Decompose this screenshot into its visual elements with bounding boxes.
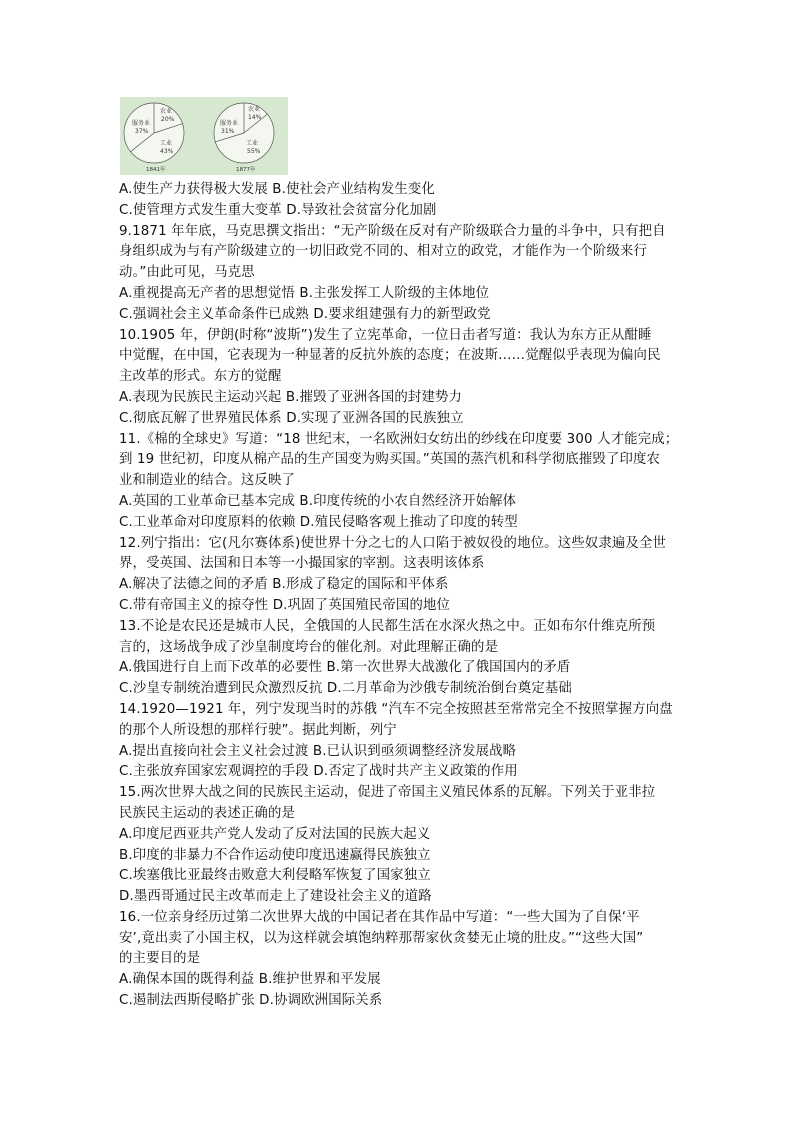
text-line: 9.1871 年年底，马克思撰文指出：“无产阶级在反对有产阶级联合力量的斗争中，只有把自	[119, 223, 666, 239]
slice-value: 14%	[248, 114, 262, 121]
text-line: 16.一位亲身经历过第二次世界大战的中国记者在其作品中写道：“一些大国为了自保‘平	[119, 909, 640, 925]
text-line: 中觉醒，在中国，它表现为一种显著的反抗外族的态度；在波斯……觉醒似乎表现为偏向民	[119, 348, 661, 364]
text-line: 身组织成为与有产阶级建立的一切旧政党不同的、相对立的政党，才能作为一个阶级来行	[119, 244, 648, 260]
text-line: A.英国的工业革命已基本完成 B.印度传统的小农自然经济开始解体	[119, 493, 517, 509]
text-line: A.解决了法德之间的矛盾 B.形成了稳定的国际和平体系	[119, 577, 449, 593]
text-line: 的主要目的是	[119, 951, 201, 967]
text-line: A.印度尼西亚共产党人发动了反对法国的民族大起义	[119, 826, 431, 842]
pie-chart-1841	[124, 103, 184, 173]
slice-label: 工业	[246, 140, 259, 147]
text-line: C.工业革命对印度原料的依赖 D.殖民侵略客观上推动了印度的转型	[119, 514, 518, 530]
text-line: 的那个人所设想的那样行驶”。据此判断，列宁	[119, 722, 397, 738]
text-line: A.使生产力获得极大发展 B.使社会产业结构发生变化	[119, 182, 435, 197]
pie-charts-figure	[120, 97, 288, 175]
text-line: 10.1905 年，伊朗(时称“波斯”)发生了立宪革命，一位日击者写道：我认为东方正从酣睡	[119, 327, 652, 343]
slice-label: 工业	[160, 140, 173, 147]
text-line: C.强调社会主义革命条件已成熟 D.要求组建强有力的新型政党	[119, 306, 491, 322]
pie-chart-1877	[214, 103, 274, 173]
text-line: A.确保本国的既得利益 B.维护世界和平发展	[119, 972, 381, 988]
text-line: C.彻底瓦解了世界殖民体系 D.实现了亚洲各国的民族独立	[119, 410, 464, 426]
text-line: C.主张放弃国家宏观调控的手段 D.否定了战时共产主义政策的作用	[119, 764, 518, 780]
slice-label: 农业	[248, 106, 261, 113]
text-line: 主改革的形式。东方的觉醒	[119, 369, 282, 385]
text-line: B.印度的非暴力不合作运动使印度迅速赢得民族独立	[119, 847, 431, 863]
text-line: 业和制造业的结合。这反映了	[119, 473, 296, 489]
text-line: 13.不论是农民还是城市人民，全俄国的人民都生活在水深火热之中。正如布尔什维克所预	[119, 618, 656, 634]
slice-label: 农业	[160, 108, 173, 115]
text-line: 安’,竟出卖了小国主权，以为这样就会填饱纳粹那帮家伙贪婪无止境的肚皮。”“这些大国”	[119, 930, 644, 946]
slice-value: 55%	[247, 148, 261, 155]
text-line: 动。”由此可见，马克思	[119, 265, 255, 281]
slice-label: 服务业	[132, 120, 151, 127]
text-line: 15.两次世界大战之间的民族民主运动，促进了帝国主义殖民体系的瓦解。下列关于亚非拉	[119, 785, 656, 801]
text-line: C.使管理方式发生重大变革 D.导致社会贫富分化加剧	[119, 202, 437, 218]
text-line: 界，受英国、法国和日本等一小撮国家的宰割。这表明该体系	[119, 556, 485, 572]
text-line: 12.列宁指出：它(凡尔赛体系)使世界十分之七的人口陷于被奴役的地位。这些奴隶遍及全世	[119, 535, 667, 551]
slice-value: 31%	[221, 128, 235, 135]
text-line: A.表现为民族民主运动兴起 B.摧毁了亚洲各国的封建势力	[119, 389, 463, 405]
text-line: 14.1920—1921 年，列宁发现当时的苏俄 “汽车不完全按照甚至常常完全不按照掌握方向盘	[119, 701, 673, 717]
text-line: C.埃塞俄比亚最终击败意大利侵略军恢复了国家独立	[119, 868, 431, 884]
text-line: A.重视提高无产者的思想觉悟 B.主张发挥工人阶级的主体地位	[119, 285, 490, 301]
slice-value: 37%	[135, 128, 149, 135]
text-line: D.墨西哥通过民主改革而走上了建设社会主义的道路	[119, 889, 432, 905]
text-line: A.提出直接向社会主义社会过渡 B.已认识到亟须调整经济发展战略	[119, 743, 517, 759]
text-line: 民族民主运动的表述正确的是	[119, 805, 296, 821]
slice-value: 20%	[161, 116, 175, 123]
text-line: C.带有帝国主义的掠夺性 D.巩固了英国殖民帝国的地位	[119, 597, 451, 613]
slice-label: 服务业	[220, 120, 239, 127]
text-line: C.遏制法西斯侵略扩张 D.协调欧洲国际关系	[119, 993, 383, 1009]
text-line: A.俄国进行自上而下改革的必要性 B.第一次世界大战激化了俄国国内的矛盾	[119, 660, 571, 676]
pie-charts-svg	[120, 97, 288, 175]
pie-year-label: 1841年	[146, 167, 166, 173]
text-line: 言的，这场战争成了沙皇制度垮台的催化剂。对此理解正确的是	[119, 639, 499, 655]
slice-value: 43%	[160, 148, 174, 155]
text-line: 11.《棉的全球史》写道：“18 世纪末，一名欧洲妇女纺出的纱线在印度要 300 人才能完成；	[119, 431, 679, 447]
pie-year-label: 1877年	[236, 167, 256, 173]
text-line: C.沙皇专制统治遭到民众激烈反抗 D.二月革命为沙俄专制统治倒台奠定基础	[119, 681, 572, 697]
text-line: 到 19 世纪初，印度从棉产品的生产国变为购买国。”英国的蒸汽机和科学彻底摧毁了印度农	[119, 452, 661, 468]
question-text-block	[119, 180, 685, 1012]
